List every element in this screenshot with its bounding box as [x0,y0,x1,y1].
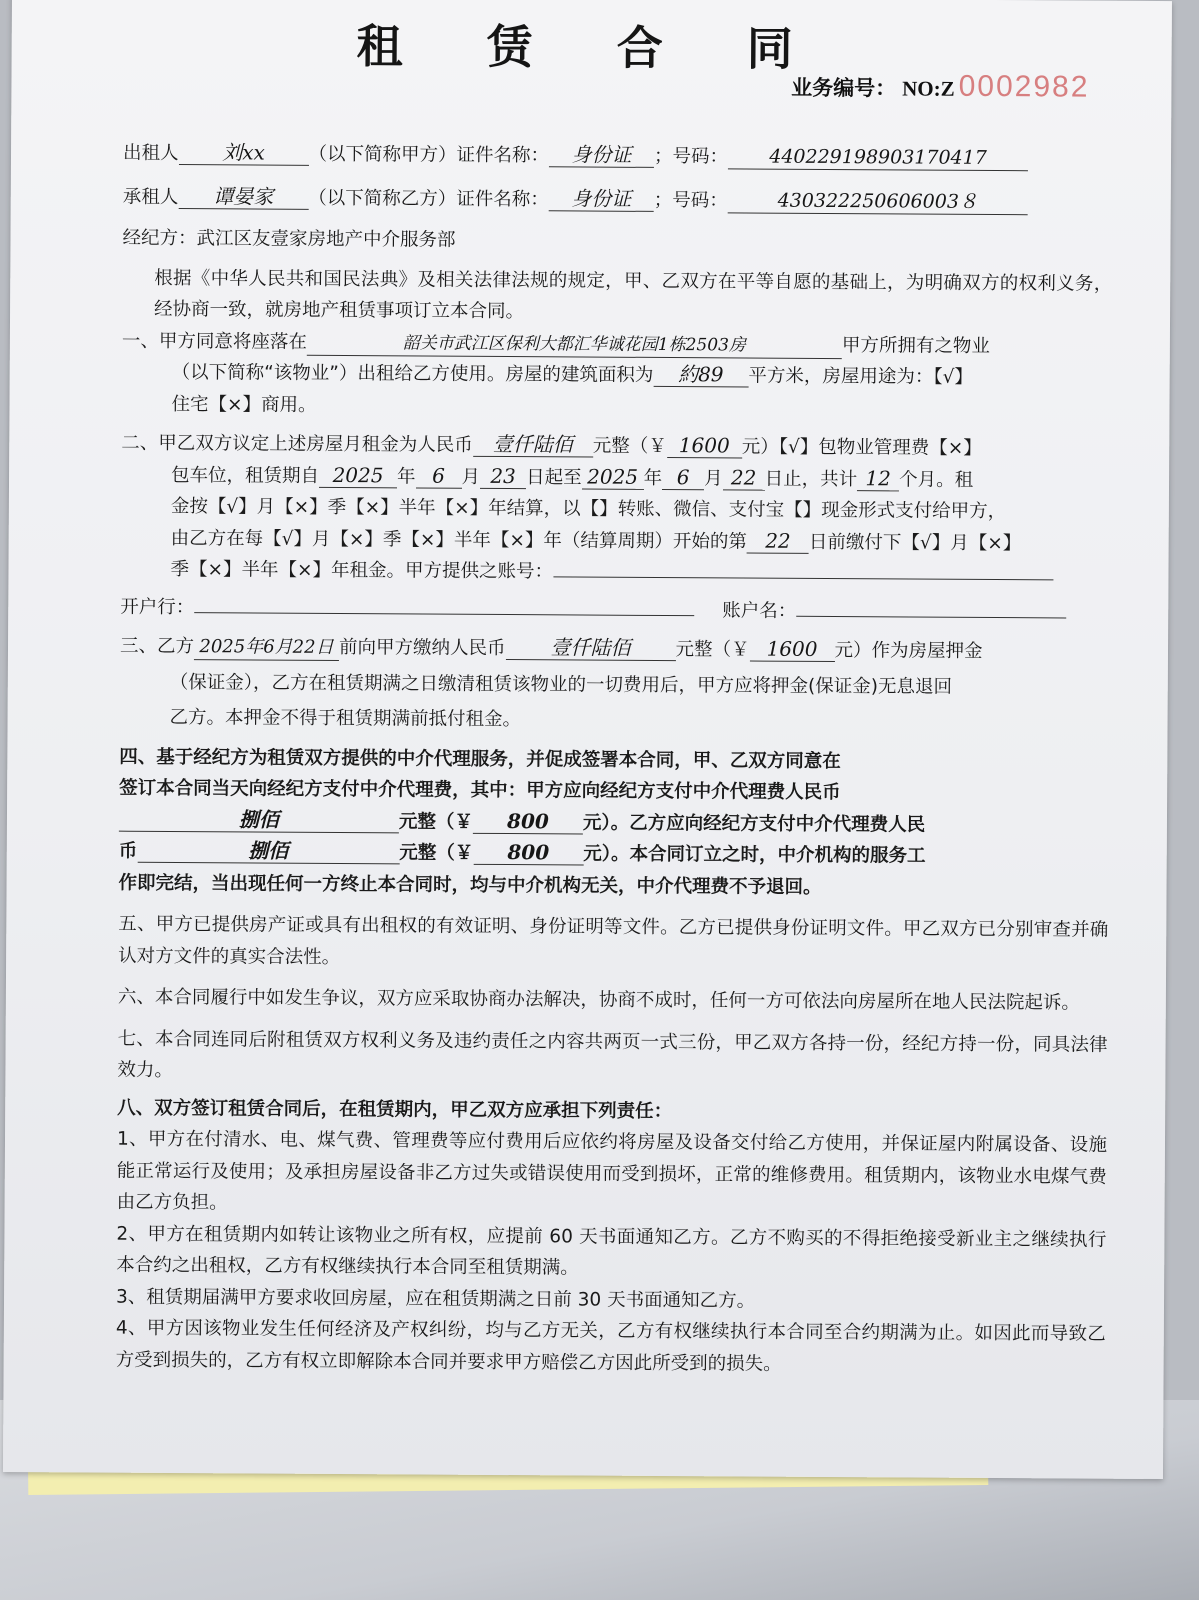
clause-6: 六、本合同履行中如发生争议，双方应采取协商办法解决，协商不成时，任何一方可依法向房屋所在地人民法院起诉。 [117,986,1080,1014]
clause-1-line-2: （以下简称“该物业”）出租给乙方使用。房屋的建筑面积为 約89 平方米，房屋用途为：【√】 [171,361,973,388]
end-day: 22 [723,465,765,490]
account-name-blank [796,595,1066,618]
clause-3-line-3: 乙方。本押金不得于租赁期满前抵付租金。 [169,706,522,731]
lessee-name: 谭晏家 [178,184,308,210]
end-month: 6 [662,464,704,489]
account-number-blank [553,556,1053,580]
clause-2-line-1: 二、甲乙双方议定上述房屋月租金为人民币 壹仟陆佰 元整（￥ 1600 元）【√】包物业管理费【×】 [121,431,982,459]
clause-1-line-3: 住宅【×】商用。 [171,393,317,416]
contract-body [116,138,1114,1382]
serial-number [791,69,1089,105]
clause-7: 七、本合同连同后附租赁双方权利义务及违约责任之内容共两页一式三份，甲乙双方各持一份，经纪方持一份，同具法律效力。 [117,1028,1108,1082]
clause-2-line-4: 由乙方在每【√】月【×】季【×】半年【×】年（结算周期）开始的第 22 日前缴付下【√】月【×】 [170,527,1022,554]
clause-2-line-5: 季【×】半年【×】年租金。甲方提供之账号： [120,554,1110,592]
serial-value: 0002982 [958,69,1090,104]
agency-fee-lessee-number: 800 [473,840,583,866]
clause-8-item-3: 3、租赁期届满甲方要求收回房屋，应在租赁期满之日前 30 天书面通知乙方。 [115,1286,756,1312]
contract-page [3,0,1172,1479]
clause-1-line-1: 一、甲方同意将座落在 韶关市武江区保利大都汇华诚花园1栋2503房 甲方所拥有之物业 [122,325,1112,363]
clause-8-item-1: 1、甲方在付清水、电、煤气费、管理费等应付费用后应依约将房屋及设备交付给乙方使用，并保证屋内附属设备、设施能正常运行及使用；及承担房屋设备非乙方过失或错误使用而受到损坏，正常的维修费用。租赁期内，该物业水电煤气费由乙方负担。 [116,1128,1108,1214]
lessor-name: 刘xx [178,140,308,166]
floor-area: 約89 [653,362,748,388]
agency-fee-lessor-number: 800 [473,808,583,834]
rent-amount-number: 1600 [667,433,742,458]
clause-3-line-1: 三、乙方 2025年6月22日 前向甲方缴纳人民币 壹仟陆佰 元整（￥ 1600 元）作为房屋押金 [119,635,983,662]
start-day: 23 [480,463,526,488]
lessee-id-number: 430322250606003８ [728,188,1028,215]
clause-8-item-4: 4、甲方因该物业发生任何经济及产权纠纷，均与乙方无关，乙方有权继续执行本合同至合约期满为止。如因此而导致乙方受到损失的，乙方有权立即解除本合同并要求甲方赔偿乙方因此所受到的损失。 [115,1317,1106,1375]
lessor-row: 出租人 刘xx （以下简称甲方）证件名称： 身份证 ；号码： 440229198903170417 [123,138,1113,176]
clause-2-line-2: 包车位，租赁期自 2025 年 6 月 23 日起至 2025 年 6 月 22 日止，共计 12 个月。租 [171,462,974,491]
lessor-id-type: 身份证 [549,142,654,168]
end-year: 2025 [582,464,644,489]
intro-paragraph: 根据《中华人民共和国民法典》及相关法律法规的规定，甲、乙双方在平等自愿的基础上，为明确双方的权利义务，经协商一致，就房地产租赁事项订立本合同。 [154,267,1113,323]
bank-blank [194,592,694,616]
clause-5: 五、甲方已提供房产证或具有出租权的有效证明、身份证明等文件。乙方已提供身份证明文件。甲乙双方已分别审查并确认对方文件的真实合法性。 [118,913,1109,968]
lessee-row: 承租人 谭晏家 （以下简称乙方）证件名称： 身份证 ；号码： 430322250606003８ [123,181,1113,219]
clause-2-line-3: 金按【√】月【×】季【×】半年【×】年结算，以【】转账、微信、支付宝【】现金形式支付给甲方， [170,495,1007,523]
lease-months: 12 [857,466,899,491]
serial-prefix: NO:Z [902,76,955,101]
clause-3-line-2: （保证金），乙方在租赁期满之日缴清租赁该物业的一切费用后，甲方应将押金(保证金)无息退回 [169,671,953,698]
deposit-amount-number: 1600 [749,637,834,663]
serial-label: 业务编号： [791,75,897,101]
rent-amount-words: 壹仟陆佰 [473,432,593,458]
lessee-id-type: 身份证 [549,186,654,212]
clause-4-line-2: 签订本合同当天向经纪方支付中介代理费，其中：甲方应向经纪方支付中介代理费人民币 [119,777,841,804]
clause-8-item-2: 2、甲方在租赁期内如转让该物业之所有权，应提前 60 天书面通知乙方。乙方不购买的不得拒绝接受新业主之继续执行本合约之出租权，乙方有权继续执行本合同至租赁期满。 [116,1223,1107,1279]
payment-day: 22 [747,528,809,553]
clause-4-line-4: 币 捌佰 元整（￥ 800 元）。本合同订立之时，中介机构的服务工 [118,838,926,867]
agency-fee-lessee-words: 捌佰 [137,838,399,865]
bank-row: 开户行： 账户名： [120,591,1110,629]
clause-4-line-1: 四、基于经纪方为租赁双方提供的中介代理服务，并促成签署本合同，甲、乙双方同意在 [119,746,841,772]
clause-4-line-5: 作即完结，当出现任何一方终止本合同时，均与中介机构无关，中介代理费不予退回。 [118,872,822,898]
property-address: 韶关市武江区保利大都汇华诚花园1栋2503房 [307,330,842,358]
deposit-due-date: 2025年6月22日 [194,635,339,661]
clause-4-line-3: 捌佰 元整（￥ 800 元）。乙方应向经纪方支付中介代理费人民 [119,804,1109,842]
broker-line: 经纪方：武江区友壹家房地产中介服务部 [122,227,456,251]
lessor-id-number: 440229198903170417 [728,144,1028,171]
agency-fee-lessor-words: 捌佰 [119,806,399,833]
clause-8-heading: 八、双方签订租赁合同后，在租赁期内，甲乙双方应承担下列责任： [117,1097,673,1122]
start-year: 2025 [319,462,397,487]
contract-title: 租 赁 合 同 [356,19,827,76]
start-month: 6 [416,463,462,488]
deposit-amount-words: 壹仟陆佰 [505,635,675,661]
